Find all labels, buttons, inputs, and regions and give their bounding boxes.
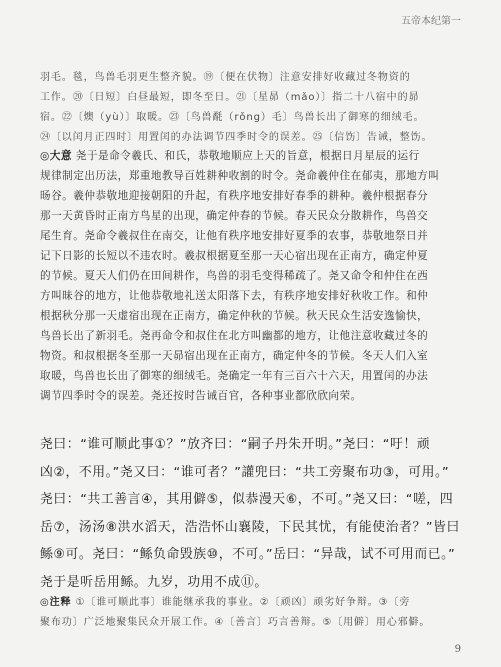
summary-label: ◎大意 xyxy=(40,150,72,162)
main-text xyxy=(40,431,462,596)
page-number: 9 xyxy=(454,644,461,655)
running-header: 五帝本纪第一 xyxy=(401,16,461,27)
summary-line: 物资。和叔根据冬至那一天昴宿出现在正南方，确定仲冬的节候。冬天人们入室 xyxy=(40,350,429,362)
note-line: 羽毛。毯，鸟兽毛羽更生整齐貌。⑲〔便在伏物〕注意安排好收藏过冬物资的 xyxy=(40,72,411,83)
summary-line: 尾生育。尧命令羲叔住在南交，让他有秩序地安排好夏季的农事，恭敬地祭日并 xyxy=(40,230,429,242)
annotation-notes-bottom xyxy=(40,593,462,633)
note-line: 宿。㉒〔燠（yù）〕取暖。㉓〔鸟兽氄（rǒng）毛〕鸟兽长出了御寒的细绒毛。 xyxy=(40,112,425,123)
summary-line: 取暖，鸟兽也长出了御寒的细绒毛。尧确定一年有三百六十六天，用置闰的办法 xyxy=(40,370,429,382)
summary-text: 尧于是命令羲氏、和氏，恭敬地顺应上天的旨意，根据日月星辰的运行 xyxy=(71,150,420,162)
main-text-line: 尧曰：“谁可顺此事①？”放齐曰：“嗣子丹朱开明。”尧曰：“吁！顽 xyxy=(40,437,431,452)
main-text-line: 尧于是听岳用鲧。九岁，功用不成⑪。 xyxy=(40,574,268,590)
annotation-notes-top xyxy=(40,68,462,148)
summary-line: 旸谷。羲仲恭敬地迎接朝阳的升起，有秩序地安排好春季的耕种。羲仲根据春分 xyxy=(40,190,429,202)
note-line xyxy=(40,593,462,613)
summary-line: 鸟兽长出了新羽毛。尧再命令和叔住在北方叫幽都的地方，让他注意收藏过冬的 xyxy=(40,330,429,342)
summary-line xyxy=(40,146,462,166)
summary-section xyxy=(40,146,462,406)
summary-line: 那一天黄昏时正南方鸟星的出现，确定仲春的节候。春天民众分散耕作，鸟兽交 xyxy=(40,210,429,222)
main-text-line: 鲧⑨可。尧曰：“鲧负命毁族⑩，不可。”岳曰：“异哉，试不可用而已。” xyxy=(40,547,456,562)
main-text-line: 凶②，不用。”尧又曰：“谁可者？”讙兜曰：“共工旁聚布功③，可用。” xyxy=(40,464,450,480)
summary-line: 规律制定出历法，郑重地教导百姓耕种收割的时令。尧命羲仲住在郁夷，那地方叫 xyxy=(40,170,440,182)
notes-label: ◎注释 xyxy=(40,597,72,608)
main-text-line: 岳⑦，汤汤⑧洪水滔天，浩浩怀山襄陵，下民其忧，有能使治者？”皆曰 xyxy=(40,519,460,535)
summary-line: 调节四季时令的误差。尧还按时告诫百官，各种事业都欣欣向荣。 xyxy=(40,390,362,402)
note-line: 工作。⑳〔日短〕白昼最短，即冬至日。㉑〔星昴（mǎo）〕指二十八宿中的昴 xyxy=(40,92,420,103)
summary-line: 的节候。夏天人们仍在田间耕作，鸟兽的羽毛变得稀疏了。尧又命令和仲住在西 xyxy=(40,270,429,282)
note-text: ①〔谁可顺此事〕谁能继承我的事业。②〔顽凶〕顽劣好争辩。③〔旁 xyxy=(71,597,411,608)
note-line: ㉔〔以闰月正四时〕用置闰的办法调节四季时令的误差。㉕〔信饬〕告诫，整饬。 xyxy=(40,132,433,143)
summary-line: 方叫昧谷的地方，让他恭敬地礼送太阳落下去，有秩序地安排好秋收工作。和仲 xyxy=(40,290,429,302)
summary-line: 根据秋分那一天虚宿出现在正南方，确定仲秋的节候。秋天民众生活安逸愉快， xyxy=(40,310,429,322)
note-line: 聚布功〕广泛地聚集民众开展工作。④〔善言〕巧言善辩。⑤〔用僻〕用心邪僻。 xyxy=(40,617,431,628)
summary-line: 记下日影的长短以不违农时。羲叔根据夏至那一天心宿出现在正南方，确定仲夏 xyxy=(40,250,429,262)
main-text-line: 尧曰：“共工善言④，其用僻⑤，似恭漫天⑥，不可。”尧又曰：“嗟，四 xyxy=(40,492,454,507)
